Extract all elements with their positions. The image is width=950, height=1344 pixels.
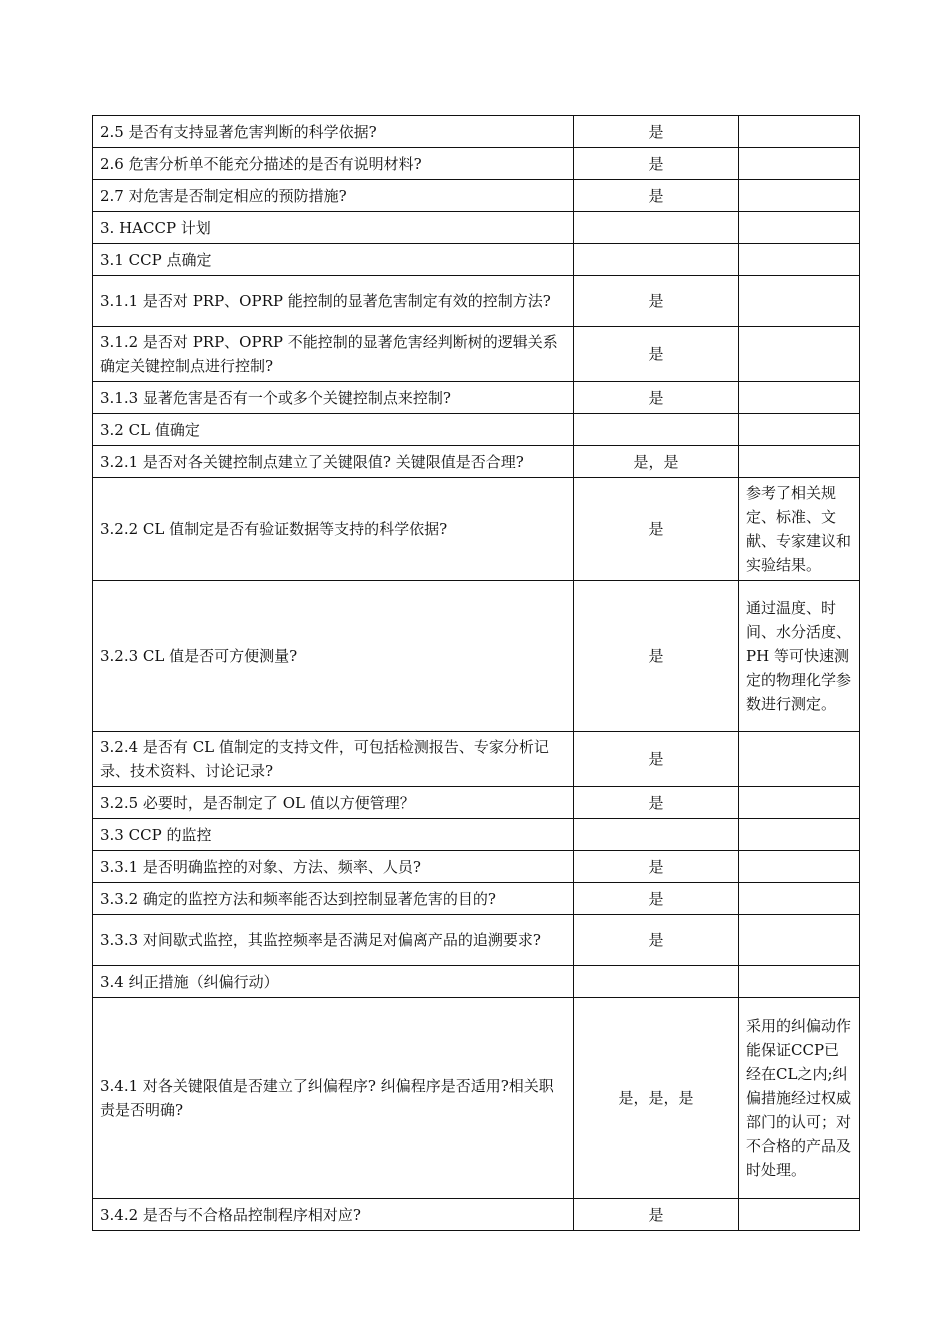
answer-cell: 是: [574, 478, 739, 581]
section-heading-row: [93, 414, 860, 446]
question-cell: 3.4.2 是否与不合格品控制程序相对应?: [93, 1199, 574, 1231]
section-heading-row: [93, 212, 860, 244]
table-row: [93, 148, 860, 180]
review-checklist-table: [92, 115, 860, 1231]
note-cell: [739, 819, 860, 851]
note-cell: 采用的纠偏动作能保证CCP已经在CL之内;纠偏措施经过权威部门的认可；对不合格的产品及时处理。: [739, 998, 860, 1199]
question-cell: 3.1.1 是否对 PRP、OPRP 能控制的显著危害制定有效的控制方法?: [93, 276, 574, 327]
table-row: [93, 787, 860, 819]
question-cell: 3.2.4 是否有 CL 值制定的支持文件，可包括检测报告、专家分析记录、技术资料、讨论记录?: [93, 732, 574, 787]
note-cell: [739, 446, 860, 478]
answer-cell: 是: [574, 851, 739, 883]
table-row: [93, 883, 860, 915]
table-row: [93, 732, 860, 787]
answer-cell: 是: [574, 1199, 739, 1231]
question-cell: 2.6 危害分析单不能充分描述的是否有说明材料?: [93, 148, 574, 180]
section-heading-cell: 3.3 CCP 的监控: [93, 819, 574, 851]
question-cell: 3.2.5 必要时，是否制定了 OL 值以方便管理？: [93, 787, 574, 819]
question-cell: 3.1.3 显著危害是否有一个或多个关键控制点来控制?: [93, 382, 574, 414]
note-cell: [739, 915, 860, 966]
table-row: [93, 276, 860, 327]
answer-cell: 是: [574, 915, 739, 966]
note-cell: [739, 276, 860, 327]
note-cell: [739, 382, 860, 414]
note-cell: [739, 116, 860, 148]
note-cell: 通过温度、时间、水分活度、PH 等可快速测定的物理化学参数进行测定。: [739, 581, 860, 732]
answer-cell: [574, 414, 739, 446]
answer-cell: 是: [574, 581, 739, 732]
answer-cell: 是: [574, 382, 739, 414]
section-heading-row: [93, 819, 860, 851]
table-row: [93, 327, 860, 382]
question-cell: 2.7 对危害是否制定相应的预防措施?: [93, 180, 574, 212]
table-row: [93, 915, 860, 966]
section-heading-cell: 3. HACCP 计划: [93, 212, 574, 244]
question-cell: 3.3.1 是否明确监控的对象、方法、频率、人员?: [93, 851, 574, 883]
answer-cell: 是: [574, 180, 739, 212]
answer-cell: 是: [574, 116, 739, 148]
section-heading-cell: 3.2 CL 值确定: [93, 414, 574, 446]
answer-cell: 是: [574, 732, 739, 787]
question-cell: 3.3.2 确定的监控方法和频率能否达到控制显著危害的目的?: [93, 883, 574, 915]
answer-cell: [574, 244, 739, 276]
table-row: [93, 581, 860, 732]
answer-cell: [574, 212, 739, 244]
note-cell: [739, 244, 860, 276]
question-cell: 3.4.1 对各关键限值是否建立了纠偏程序? 纠偏程序是否适用?相关职责是否明确?: [93, 998, 574, 1199]
question-cell: 3.2.1 是否对各关键控制点建立了关键限值? 关键限值是否合理?: [93, 446, 574, 478]
table-row: [93, 446, 860, 478]
answer-cell: 是: [574, 276, 739, 327]
section-heading-cell: 3.1 CCP 点确定: [93, 244, 574, 276]
table-row: [93, 851, 860, 883]
question-cell: 3.2.2 CL 值制定是否有验证数据等支持的科学依据?: [93, 478, 574, 581]
note-cell: [739, 966, 860, 998]
answer-cell: 是，是，是: [574, 998, 739, 1199]
note-cell: [739, 732, 860, 787]
answer-cell: 是: [574, 787, 739, 819]
table-row: [93, 1199, 860, 1231]
note-cell: [739, 787, 860, 819]
question-cell: 2.5 是否有支持显著危害判断的科学依据?: [93, 116, 574, 148]
answer-cell: [574, 819, 739, 851]
question-cell: 3.1.2 是否对 PRP、OPRP 不能控制的显著危害经判断树的逻辑关系确定关键控制点进行控制?: [93, 327, 574, 382]
table-row: [93, 998, 860, 1199]
table-row: [93, 180, 860, 212]
answer-cell: 是: [574, 883, 739, 915]
answer-cell: [574, 966, 739, 998]
note-cell: [739, 180, 860, 212]
question-cell: 3.3.3 对间歇式监控，其监控频率是否满足对偏离产品的追溯要求?: [93, 915, 574, 966]
note-cell: [739, 883, 860, 915]
answer-cell: 是: [574, 327, 739, 382]
note-cell: [739, 414, 860, 446]
table-row: [93, 478, 860, 581]
question-cell: 3.2.3 CL 值是否可方便测量?: [93, 581, 574, 732]
note-cell: [739, 1199, 860, 1231]
note-cell: [739, 851, 860, 883]
note-cell: [739, 212, 860, 244]
answer-cell: 是，是: [574, 446, 739, 478]
section-heading-row: [93, 966, 860, 998]
note-cell: [739, 148, 860, 180]
section-heading-row: [93, 244, 860, 276]
section-heading-cell: 3.4 纠正措施（纠偏行动）: [93, 966, 574, 998]
table-row: [93, 116, 860, 148]
table-row: [93, 382, 860, 414]
note-cell: [739, 327, 860, 382]
answer-cell: 是: [574, 148, 739, 180]
note-cell: 参考了相关规定、标准、文献、专家建议和实验结果。: [739, 478, 860, 581]
